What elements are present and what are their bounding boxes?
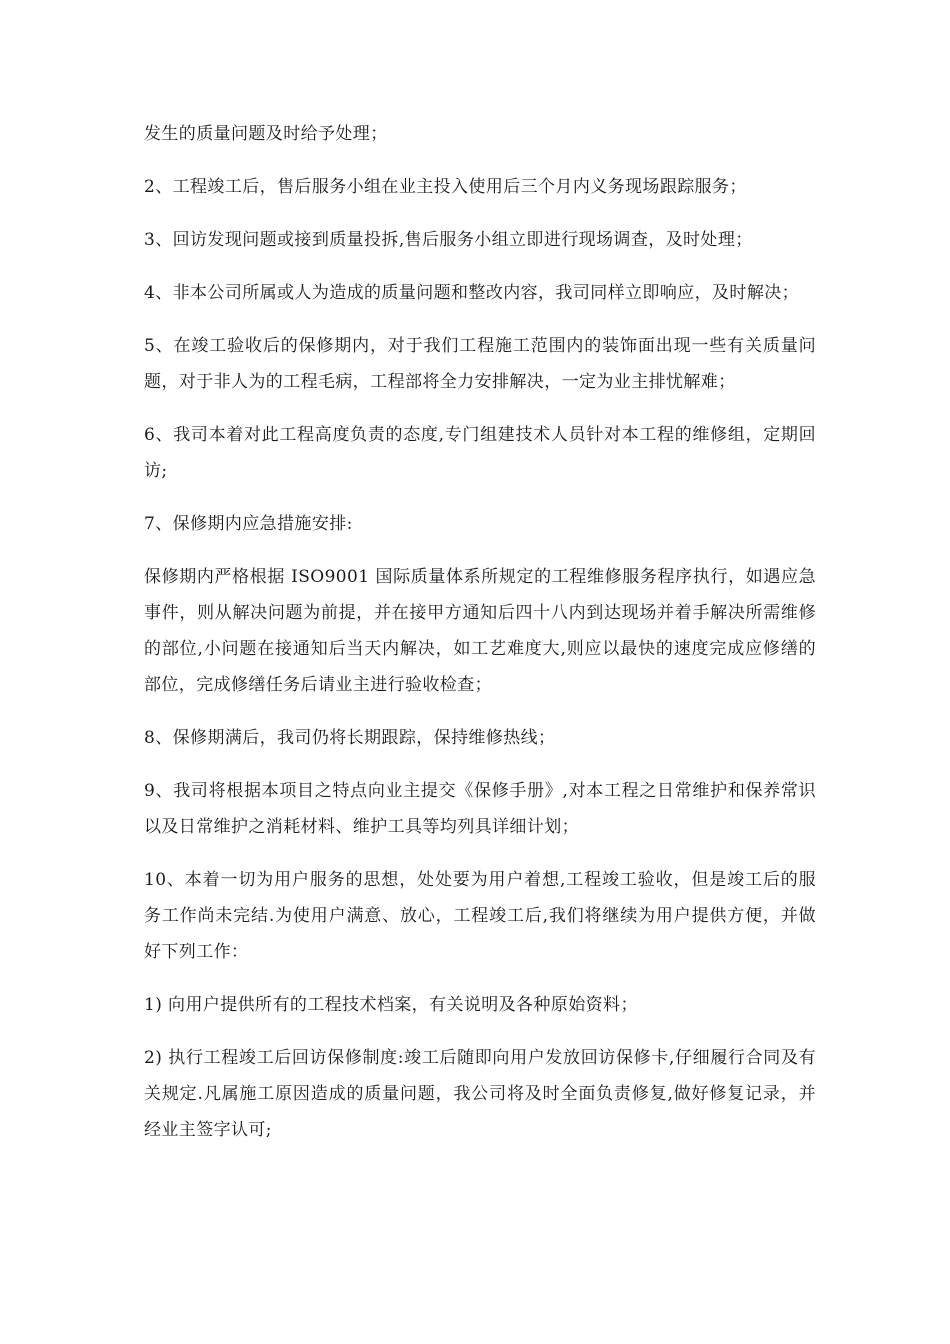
document-body [144, 116, 816, 1165]
paragraph: 1) 向用户提供所有的工程技术档案，有关说明及各种原始资料； [144, 995, 638, 1015]
paragraph: 4、非本公司所属或人为造成的质量问题和整改内容，我司同样立即响应，及时解决； [144, 283, 800, 303]
paragraph: 保修期内严格根据 ISO9001 国际质量体系所规定的工程维修服务程序执行，如遇应急事件，则从解决问题为前提，并在接甲方通知后四十八内到达现场并着手解决所需维修的部位,小问题在接通知后当天内解决，如工艺难度大,则应以最快的速度完成应修缮的部位，完成修缮任务后请业主进行验收检查； [144, 567, 816, 695]
paragraph: 发生的质量问题及时给予处理； [144, 124, 388, 144]
paragraph: 10、本着一切为用户服务的思想，处处要为用户着想,工程竣工验收，但是竣工后的服务工作尚未完结.为使用户满意、放心，工程竣工后,我们将继续为用户提供方便，并做好下列工作： [144, 870, 816, 962]
paragraph: 2、工程竣工后，售后服务小组在业主投入使用后三个月内义务现场跟踪服务； [144, 177, 747, 197]
paragraph: 2) 执行工程竣工后回访保修制度:竣工后随即向用户发放回访保修卡,仔细履行合同及有关规定.凡属施工原因造成的质量问题，我公司将及时全面负责修复,做好修复记录，并经业主签字认可; [144, 1048, 816, 1140]
paragraph: 5、在竣工验收后的保修期内，对于我们工程施工范围内的装饰面出现一些有关质量问题，对于非人为的工程毛病，工程部将全力安排解决，一定为业主排忧解难； [144, 336, 816, 392]
paragraph: 3、回访发现问题或接到质量投拆,售后服务小组立即进行现场调查，及时处理； [144, 230, 753, 250]
paragraph: 6、我司本着对此工程高度负责的态度,专门组建技术人员针对本工程的维修组，定期回访; [144, 425, 816, 481]
paragraph: 9、我司将根据本项目之特点向业主提交《保修手册》,对本工程之日常维护和保养常识以及日常维护之消耗材料、维护工具等均列具详细计划； [144, 781, 816, 837]
paragraph: 8、保修期满后，我司仍将长期跟踪，保持维修热线； [144, 728, 556, 748]
paragraph: 7、保修期内应急措施安排: [144, 514, 353, 534]
